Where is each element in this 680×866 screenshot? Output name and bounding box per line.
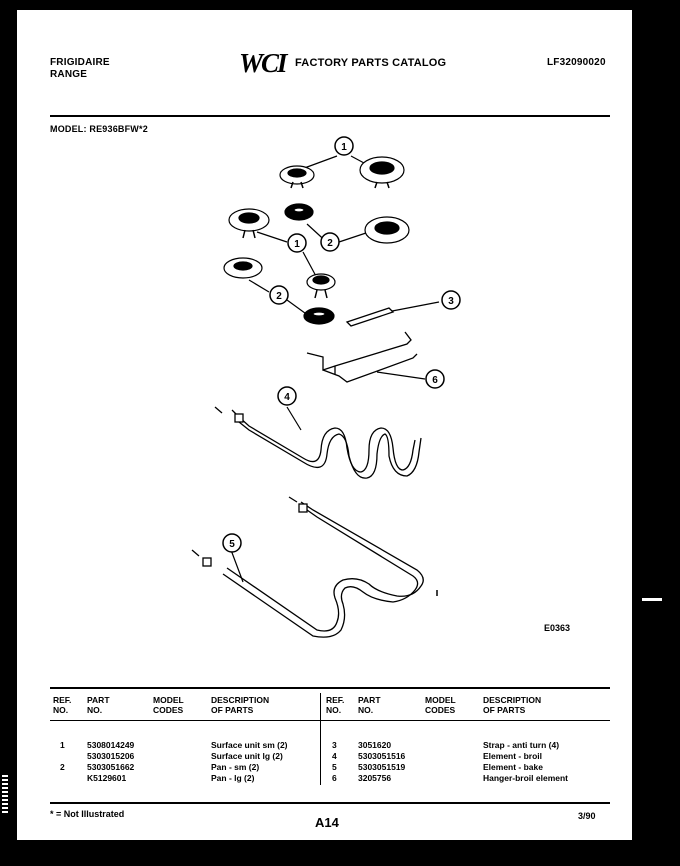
product-type: RANGE xyxy=(50,69,88,80)
brand-name: FRIGIDAIRE xyxy=(50,57,110,68)
callout-5-label: 5 xyxy=(229,539,235,550)
left-row-1-ref: 1 xyxy=(60,740,65,750)
page-number: A14 xyxy=(315,815,339,830)
left-row-3-desc: Pan - sm (2) xyxy=(211,762,260,772)
right-row-2-ref: 4 xyxy=(332,751,337,761)
parts-catalog-page xyxy=(17,10,632,840)
right-row-4-desc: Hanger-broil element xyxy=(483,773,569,783)
table-divider xyxy=(320,693,321,785)
left-row-2-part: 5303015206 xyxy=(87,751,135,761)
exploded-parts-diagram xyxy=(17,10,632,690)
header-ref-no-right: REF. NO. xyxy=(326,695,345,715)
callout-1-mid-label: 1 xyxy=(294,239,300,250)
left-row-1-part: 5308014249 xyxy=(87,740,135,750)
right-row-3-part: 5303051519 xyxy=(358,762,406,772)
callout-1-top-label: 1 xyxy=(341,142,347,153)
left-row-4-desc: Pan - lg (2) xyxy=(211,773,255,783)
right-row-1-ref: 3 xyxy=(332,740,337,750)
callout-3-label: 3 xyxy=(448,296,454,307)
callout-6-label: 6 xyxy=(432,375,438,386)
table-header-rule xyxy=(50,720,610,721)
header-model-codes-left: MODEL CODES xyxy=(153,695,184,715)
callout-2-mid-label: 2 xyxy=(327,238,333,249)
right-row-3-desc: Element - bake xyxy=(483,762,543,772)
wci-logo: WCI xyxy=(239,48,286,78)
catalog-number: LF32090020 xyxy=(547,57,606,68)
table-bottom-rule xyxy=(50,802,610,804)
left-row-3-part: 5303051662 xyxy=(87,762,135,772)
header-part-no-left: PART NO. xyxy=(87,695,110,715)
model-label: MODEL: RE936BFW*2 xyxy=(50,124,148,134)
header-part-no-right: PART NO. xyxy=(358,695,381,715)
header-description-right: DESCRIPTION OF PARTS xyxy=(483,695,542,715)
right-row-1-desc: Strap - anti turn (4) xyxy=(483,740,560,750)
right-row-1-part: 3051620 xyxy=(358,740,392,750)
print-date: 3/90 xyxy=(578,811,596,821)
scan-edge-mark-left xyxy=(2,775,8,815)
header-ref-no-left: REF. NO. xyxy=(53,695,72,715)
right-row-2-desc: Element - broil xyxy=(483,751,543,761)
right-row-4-part: 3205756 xyxy=(358,773,392,783)
footnote: * = Not Illustrated xyxy=(50,809,125,819)
callout-4-label: 4 xyxy=(284,392,290,403)
right-row-2-part: 5303051516 xyxy=(358,751,406,761)
header-model-codes-right: MODEL CODES xyxy=(425,695,456,715)
left-row-2-desc: Surface unit lg (2) xyxy=(211,751,283,761)
diagram-code: E0363 xyxy=(544,623,571,633)
left-row-1-desc: Surface unit sm (2) xyxy=(211,740,288,750)
scan-edge-mark-right xyxy=(642,598,662,601)
right-row-3-ref: 5 xyxy=(332,762,337,772)
header-description-left: DESCRIPTION OF PARTS xyxy=(211,695,270,715)
catalog-title: FACTORY PARTS CATALOG xyxy=(295,57,447,69)
left-row-4-part: K5129601 xyxy=(87,773,127,783)
table-top-rule xyxy=(50,687,610,689)
callout-2-low-label: 2 xyxy=(276,291,282,302)
right-row-4-ref: 6 xyxy=(332,773,337,783)
left-row-3-ref: 2 xyxy=(60,762,65,772)
